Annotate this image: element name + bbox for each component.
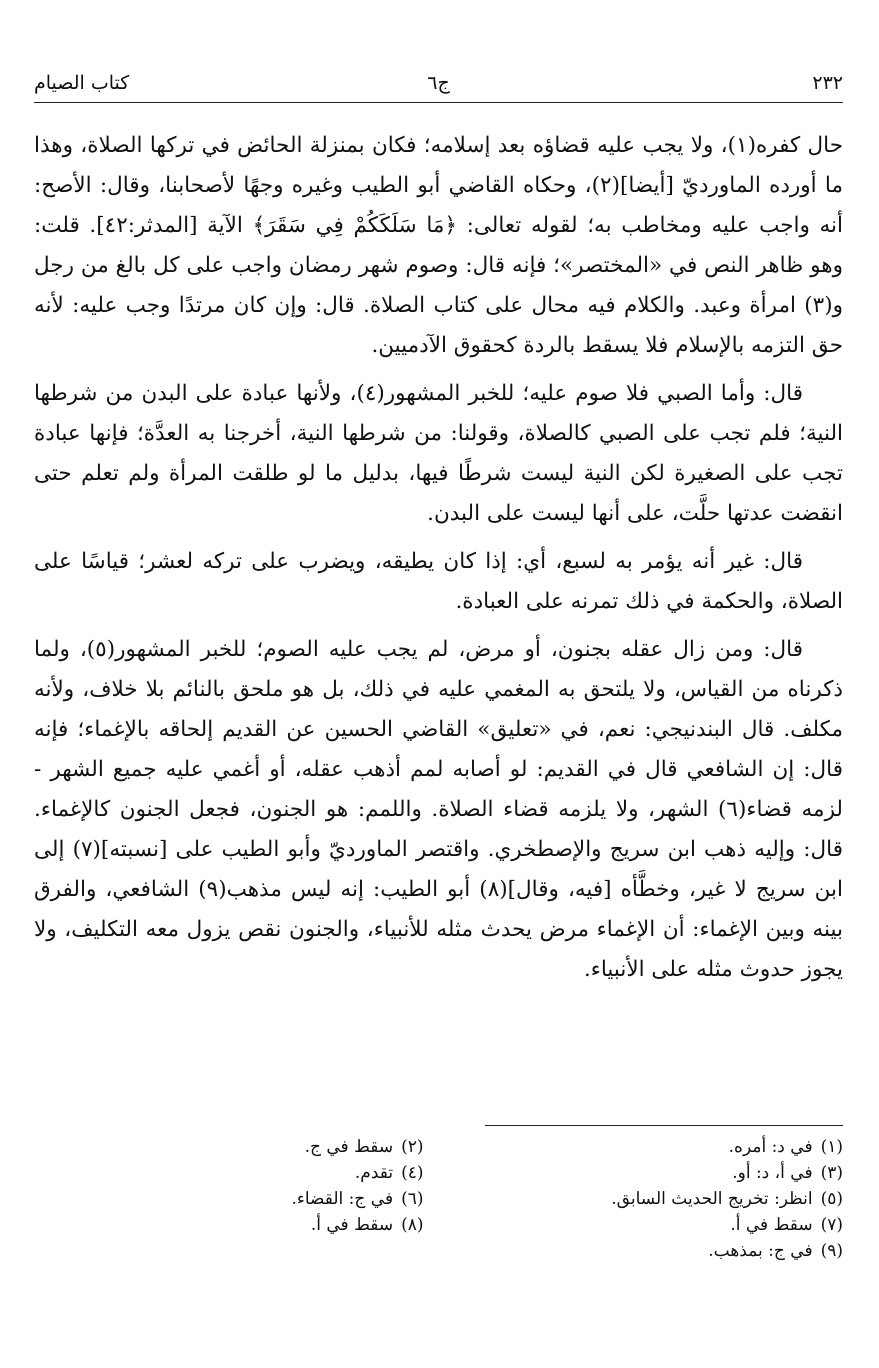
footnote-marker: (٧) [820, 1215, 843, 1235]
footnote [454, 1212, 844, 1238]
footnote-marker: (٢) [401, 1137, 424, 1157]
footnote-text: انظر: تخريج الحديث السابق. [611, 1189, 813, 1209]
paragraph: قال: غير أنه يؤمر به لسبع، أي: إذا كان يطيقه، ويضرب على تركه لعشر؛ قياسًا على الصلاة، والحكمة في ذلك تمرنه على العبادة. [34, 549, 843, 614]
main-text [34, 126, 843, 998]
footnote-divider [485, 1125, 843, 1126]
footnote-text: سقط في ج. [304, 1137, 394, 1157]
footnote [454, 1160, 844, 1186]
footnote-text: في ج: القضاء. [291, 1189, 394, 1209]
page-number: ٢٣٢ [812, 72, 843, 94]
paragraph: قال: وأما الصبي فلا صوم عليه؛ للخبر المشهور(٤)، ولأنها عبادة على البدن من شرطها النية؛ فلم تجب على الصبي كالصلاة، وقولنا: من شرطها النية، أخرجنا به العدَّة؛ فإنها عبادة تجب على الصغيرة لكن النية ليست شرطًا فيها، بدليل ما لو طلقت المرأة ولم تعلم حتى انقضت عدتها حلَّت، على أنها ليست على البدن. [34, 381, 843, 526]
footnote-text: سقط في أ. [730, 1215, 813, 1235]
footnote [34, 1186, 424, 1212]
header-divider [34, 102, 843, 103]
footnote [34, 1212, 424, 1238]
volume-label: ج٦ [427, 72, 450, 94]
book-title: كتاب الصيام [34, 72, 130, 94]
footnote-marker: (١) [820, 1137, 843, 1157]
footnote-marker: (٥) [820, 1189, 843, 1209]
paragraph: حال كفره(١)، ولا يجب عليه قضاؤه بعد إسلامه؛ فكان بمنزلة الحائض في تركها الصلاة، وهذا ما أورده الماورديّ [أيضا](٢)، وحكاه القاضي أبو الطيب وغيره وجهًا لأصحابنا، وقال: الأصح: أنه واجب عليه ومخاطب به؛ لقوله تعالى: ﴿مَا سَلَكَكُمْ فِي سَقَرَ﴾ الآية [المدثر:٤٢]. قلت: وهو ظاهر النص في «المختصر»؛ فإنه قال: وصوم شهر رمضان واجب على كل بالغ من رجل و(٣) امرأة وعبد. والكلام فيه محال على كتاب الصلاة. قال: وإن كان مرتدًا وجب عليه: لأنه حق التزمه بالإسلام فلا يسقط بالردة كحقوق الآدميين. [34, 133, 843, 358]
footnote-text: في أ، د: أو. [732, 1163, 813, 1183]
footnote [454, 1186, 844, 1212]
footnote-marker: (٨) [401, 1215, 424, 1235]
footnote [34, 1134, 424, 1160]
footnote-text: في ج: بمذهب. [708, 1241, 813, 1261]
paragraph: قال: ومن زال عقله بجنون، أو مرض، لم يجب عليه الصوم؛ للخبر المشهور(٥)، ولما ذكرناه من القياس، ولا يلتحق به المغمي عليه في ذلك، بل هو ملحق بالنائم بلا خلاف، ولأنه مكلف. قال البندنيجي: نعم، في «تعليق» القاضي الحسين عن القديم إلحاقه بالإغماء؛ فإنه قال: إن الشافعي قال في القديم: لو أصابه لمم أذهب عقله، أو أغمي عليه جميع الشهر - لزمه قضاء(٦) الشهر، ولا يلزمه قضاء الصلاة. واللمم: هو الجنون، فجعل الجنون كالإغماء. قال: وإليه ذهب ابن سريج والإصطخري. واقتصر الماورديّ وأبو الطيب على [نسبته](٧) إلى ابن سريج لا غير، وخطَّأه [فيه، وقال](٨) أبو الطيب: إنه ليس مذهب(٩) الشافعي، والفرق بينه وبين الإغماء: أن الإغماء مرض يحدث مثله للأنبياء، والجنون نقص يزول معه التكليف، ولا يجوز حدوث مثله على الأنبياء. [34, 637, 843, 982]
page-header [34, 66, 843, 100]
footnote-text: تقدم. [354, 1163, 394, 1183]
footnote-marker: (٩) [820, 1241, 843, 1261]
footnote [34, 1160, 424, 1186]
footnotes [34, 1134, 843, 1264]
footnote-marker: (٣) [820, 1163, 843, 1183]
footnote-marker: (٦) [401, 1189, 424, 1209]
footnote-text: في د: أمره. [728, 1137, 813, 1157]
footnote [454, 1238, 844, 1264]
footnote-text: سقط في أ. [310, 1215, 394, 1235]
footnote [454, 1134, 844, 1160]
footnote-marker: (٤) [401, 1163, 424, 1183]
